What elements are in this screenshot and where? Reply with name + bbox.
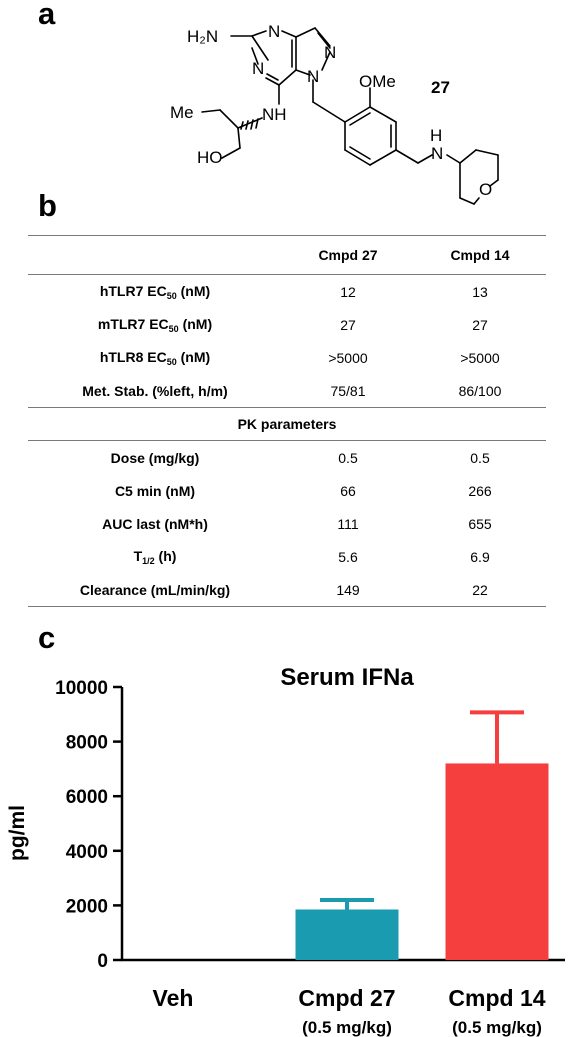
table-column-header: Cmpd 27 xyxy=(282,236,414,275)
chemical-structure xyxy=(0,0,578,235)
atom-n-pyrazole: N xyxy=(324,43,337,62)
table-row-label xyxy=(28,308,282,341)
atom-o-ring: O xyxy=(479,180,493,199)
table-cell-value: 655 xyxy=(468,515,492,532)
table-row xyxy=(28,308,546,341)
y-tick-label: 8000 xyxy=(65,732,108,754)
chart-plot-area xyxy=(55,678,565,1037)
table-cell-value: 0.5 xyxy=(338,449,358,466)
row-label-unit: (nM) xyxy=(176,282,211,299)
table-row-label xyxy=(28,573,282,607)
table-cell-value: 5.6 xyxy=(338,548,358,565)
table-row-label xyxy=(28,507,282,540)
row-label-text: mTLR7 EC xyxy=(97,315,169,332)
row-label-subscript: 50 xyxy=(166,290,177,301)
table-cell-value: 75/81 xyxy=(330,382,366,399)
x-tick-label: Veh xyxy=(152,985,194,1011)
atom-h-amine: H xyxy=(430,126,443,145)
row-label-subscript: 1/2 xyxy=(142,555,155,566)
table-row xyxy=(28,341,546,374)
table-cell-value: 0.5 xyxy=(470,449,490,466)
atom-me: Me xyxy=(170,103,194,122)
table-cell-value: 6.9 xyxy=(470,548,490,565)
atom-h2n: H₂N xyxy=(187,27,219,46)
row-label-unit: (nM) xyxy=(176,348,211,365)
row-label-unit: (nM) xyxy=(178,315,213,332)
row-label-text: Dose (mg/kg) xyxy=(110,449,200,466)
panel-label-c: c xyxy=(38,620,56,655)
table-cell-value: 86/100 xyxy=(458,382,502,399)
table-cell-value: >5000 xyxy=(328,349,368,366)
table-row xyxy=(28,540,546,573)
row-label-text: hTLR7 EC xyxy=(99,282,167,299)
atom-ho: HO xyxy=(197,148,223,167)
atom-n-amine: N xyxy=(431,144,444,163)
row-label-text: Clearance (mL/min/kg) xyxy=(79,581,231,598)
table-section-title: PK parameters xyxy=(28,408,546,441)
row-label-subscript: 50 xyxy=(168,323,179,334)
y-tick-label: 10000 xyxy=(55,678,108,699)
row-label-text: AUC last (nM*h) xyxy=(102,515,208,532)
y-axis-label: pg/ml xyxy=(6,805,29,861)
y-tick-label: 0 xyxy=(97,951,108,972)
atom-nh-amine: NH xyxy=(262,105,287,124)
structure-bonds xyxy=(202,28,498,204)
row-label-subscript: 50 xyxy=(166,356,177,367)
table-row-label xyxy=(28,441,282,475)
serum-ifna-bar-chart xyxy=(0,655,578,1037)
row-label-text: C5 min (nM) xyxy=(114,482,196,499)
row-label-text: T xyxy=(133,547,143,564)
panel-label-b: b xyxy=(38,188,57,223)
table-column-header: Cmpd 14 xyxy=(414,236,546,275)
table-row xyxy=(28,374,546,408)
atom-n-pyrrole: N xyxy=(307,67,320,86)
atom-n-left: N xyxy=(252,59,265,78)
table-cell-value: 13 xyxy=(472,283,488,300)
table-row xyxy=(28,474,546,507)
table-cell-value: >5000 xyxy=(460,349,500,366)
row-label-text: hTLR8 EC xyxy=(99,348,167,365)
x-tick-label: Cmpd 27 xyxy=(298,985,396,1011)
x-tick-label: Cmpd 14 xyxy=(448,985,546,1011)
chart-title: Serum IFNa xyxy=(280,664,414,691)
y-tick-label: 6000 xyxy=(65,787,108,809)
atom-n-top: N xyxy=(268,22,281,41)
row-label-text: Met. Stab. (%left, h/m) xyxy=(82,382,228,399)
x-tick-sublabel: (0.5 mg/kg) xyxy=(452,1018,542,1037)
table-row-label xyxy=(28,474,282,507)
table-row xyxy=(28,441,546,475)
table-cell-value: 149 xyxy=(282,573,414,607)
table-row xyxy=(28,507,546,540)
bar xyxy=(296,909,399,960)
table-header-empty xyxy=(28,236,282,275)
x-tick-sublabel: (0.5 mg/kg) xyxy=(302,1018,392,1037)
table-row-label xyxy=(28,275,282,309)
table-row xyxy=(28,573,546,607)
row-label-unit: (h) xyxy=(154,547,177,564)
table-header-row xyxy=(28,236,546,275)
compound-label: 27 xyxy=(431,78,450,97)
atom-ome: OMe xyxy=(359,72,396,91)
table-cell-value: 27 xyxy=(472,316,488,333)
table-section-row xyxy=(28,408,546,441)
panel-label-a: a xyxy=(38,0,56,31)
table-row xyxy=(28,275,546,309)
y-tick-label: 2000 xyxy=(65,896,108,918)
bar xyxy=(446,763,549,960)
table-cell-value: 12 xyxy=(340,283,356,300)
table-cell-value: 266 xyxy=(468,482,492,499)
table-row-label xyxy=(28,374,282,408)
table-row-label xyxy=(28,540,282,573)
table-cell-value: 22 xyxy=(414,573,546,607)
table-row-label xyxy=(28,341,282,374)
y-tick-label: 4000 xyxy=(65,841,108,863)
table-cell-value: 66 xyxy=(340,482,356,499)
table-cell-value: 27 xyxy=(340,316,356,333)
table-cell-value: 111 xyxy=(337,515,359,532)
compound-properties-table xyxy=(28,235,546,607)
